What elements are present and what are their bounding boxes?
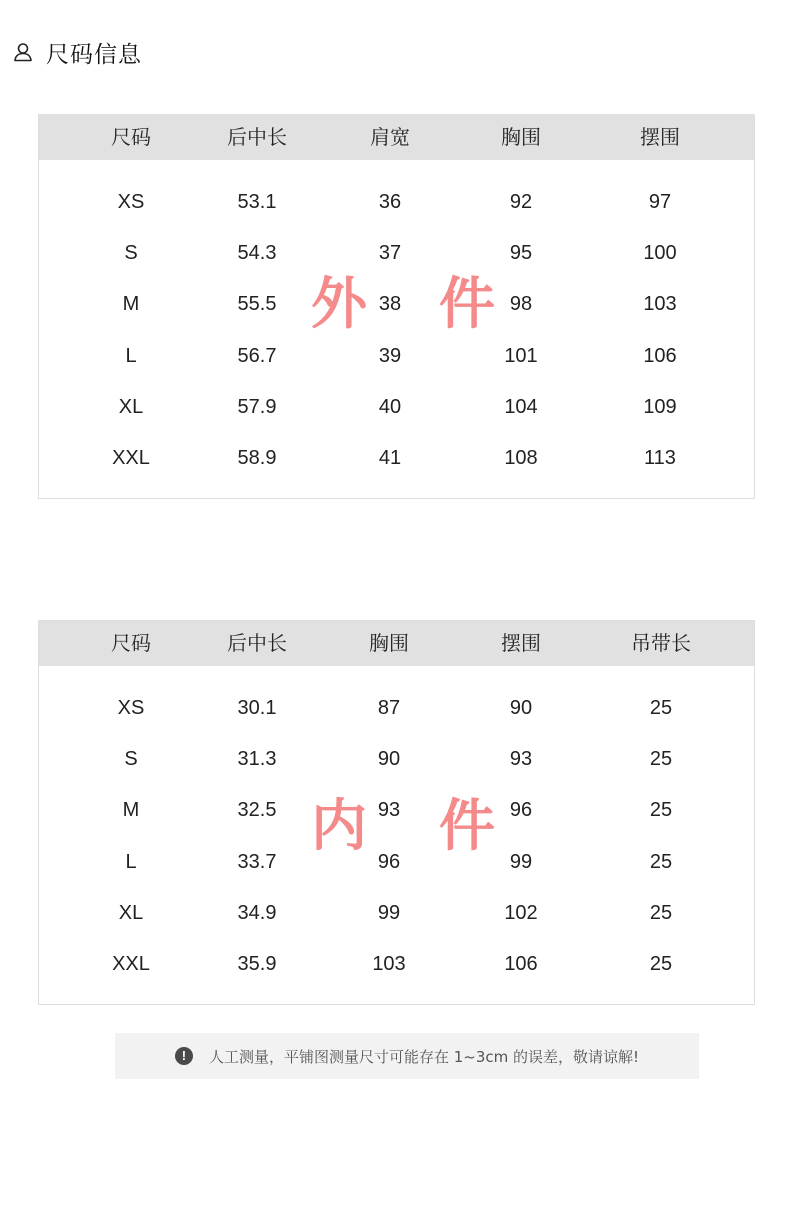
table-cell: 96: [377, 851, 401, 873]
table-cell: 30.1: [237, 697, 277, 719]
table-cell: XL: [118, 396, 144, 418]
column-header: 后中长: [227, 125, 287, 149]
watermark-text: 外: [311, 272, 367, 337]
table-cell: S: [124, 242, 138, 264]
table-cell: 108: [504, 447, 538, 469]
table-row: [39, 798, 754, 822]
table-cell: 33.7: [237, 851, 277, 873]
table-row: [39, 344, 754, 368]
column-header: 肩宽: [370, 125, 410, 149]
table-row: [39, 395, 754, 419]
column-header: 后中长: [227, 631, 287, 655]
table-cell: 38: [378, 293, 402, 315]
table-cell: L: [125, 345, 137, 367]
table-cell: 103: [643, 293, 677, 315]
table-cell: 90: [509, 697, 533, 719]
section-header: [12, 36, 142, 68]
column-header: 胸围: [501, 125, 541, 149]
table-row: [39, 292, 754, 316]
table-cell: 102: [504, 902, 538, 924]
table-cell: 25: [649, 697, 673, 719]
table-cell: 55.5: [237, 293, 277, 315]
table-cell: 25: [649, 748, 673, 770]
table-cell: XL: [118, 902, 144, 924]
table-cell: 41: [378, 447, 402, 469]
table-row: [39, 901, 754, 925]
table-cell: 95: [509, 242, 533, 264]
table-header-row: [39, 115, 754, 160]
table-cell: 87: [377, 697, 401, 719]
table-cell: XS: [117, 697, 145, 719]
table-cell: 57.9: [237, 396, 277, 418]
inner-size-table: [38, 620, 755, 1005]
table-row: [39, 241, 754, 265]
outer-size-table: [38, 114, 755, 499]
watermark-text: 件: [439, 272, 495, 337]
column-header: 摆围: [640, 125, 680, 149]
table-cell: 25: [649, 851, 673, 873]
table-cell: XS: [117, 191, 145, 213]
table-cell: 34.9: [237, 902, 277, 924]
column-header: 吊带长: [631, 631, 691, 655]
column-header: 尺码: [111, 125, 151, 149]
table-cell: 98: [509, 293, 533, 315]
table-row: [39, 190, 754, 214]
table-cell: 101: [504, 345, 538, 367]
table-cell: 93: [377, 799, 401, 821]
column-header: 摆围: [501, 631, 541, 655]
table-cell: 56.7: [237, 345, 277, 367]
table-cell: 58.9: [237, 447, 277, 469]
table-cell: 104: [504, 396, 538, 418]
table-cell: 100: [643, 242, 677, 264]
table-cell: 92: [509, 191, 533, 213]
table-cell: 37: [378, 242, 402, 264]
table-cell: S: [124, 748, 138, 770]
table-cell: M: [122, 293, 140, 315]
table-cell: 32.5: [237, 799, 277, 821]
column-header: 胸围: [369, 631, 409, 655]
table-cell: 96: [509, 799, 533, 821]
table-row: [39, 747, 754, 771]
table-cell: 93: [509, 748, 533, 770]
table-cell: XXL: [112, 447, 150, 469]
table-row: [39, 952, 754, 976]
table-cell: XXL: [112, 953, 150, 975]
table-cell: 25: [649, 902, 673, 924]
column-header: 尺码: [111, 631, 151, 655]
table-cell: L: [125, 851, 137, 873]
table-cell: 31.3: [237, 748, 277, 770]
table-cell: 99: [509, 851, 533, 873]
table-cell: M: [122, 799, 140, 821]
table-cell: 25: [649, 799, 673, 821]
table-header-row: [39, 621, 754, 666]
exclamation-circle-icon: !: [175, 1047, 193, 1065]
table-cell: 90: [377, 748, 401, 770]
measurement-notice: [115, 1033, 699, 1079]
table-row: [39, 850, 754, 874]
table-cell: 39: [378, 345, 402, 367]
watermark-text: 件: [439, 794, 495, 859]
table-row: [39, 696, 754, 720]
notice-text: 人工测量，平铺图测量尺寸可能存在 1~3cm 的误差，敬请谅解!: [208, 1047, 640, 1066]
table-cell: 103: [372, 953, 406, 975]
table-cell: 97: [648, 191, 672, 213]
table-cell: 40: [378, 396, 402, 418]
table-cell: 35.9: [237, 953, 277, 975]
table-cell: 53.1: [237, 191, 277, 213]
table-cell: 25: [649, 953, 673, 975]
user-outline-icon: [12, 41, 34, 63]
table-cell: 54.3: [237, 242, 277, 264]
table-cell: 106: [643, 345, 677, 367]
table-cell: 113: [644, 447, 676, 469]
page-title: 尺码信息: [46, 41, 142, 68]
table-cell: 99: [377, 902, 401, 924]
table-cell: 106: [504, 953, 538, 975]
table-cell: 36: [378, 191, 402, 213]
watermark-text: 内: [311, 794, 367, 859]
table-cell: 109: [643, 396, 677, 418]
table-row: [39, 446, 754, 470]
